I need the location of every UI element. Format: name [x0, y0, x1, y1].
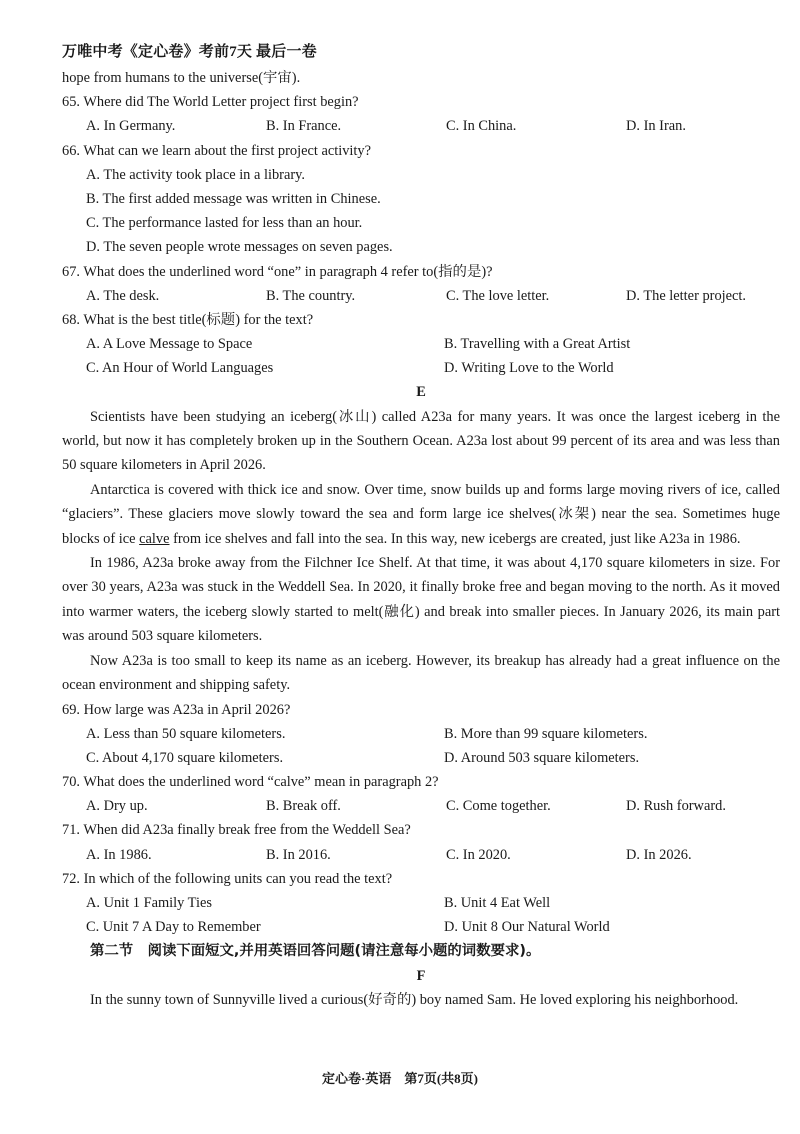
- option-b: B. Unit 4 Eat Well: [444, 895, 551, 911]
- passage-e-paragraph-3: In 1986, A23a broke away from the Filchner Ice Shelf. At that time, it was about 4,170 square kilometers in size. For over 30 years, A23a was stuck in the Weddell Sea. In 2020, it finally broke free and began moving to the north. As it moved into warmer waters, the iceberg slowly started to melt(融化) and break into smaller pieces. In January 2026, its main part was around 503 square kilometers.: [62, 555, 780, 645]
- option-a: A. In 1986.: [86, 846, 152, 863]
- question-66-option-d: D. The seven people wrote messages on seven pages.: [86, 239, 393, 256]
- option-c: C. The love letter.: [446, 287, 550, 304]
- question-72-stem: 72. In which of the following units can you read the text?: [62, 870, 393, 887]
- question-67-options: [62, 284, 780, 308]
- option-a: A. In Germany.: [86, 118, 176, 135]
- p2-post: from ice shelves and fall into the sea. In this way, new icebergs are created, just like A23a in 1986.: [169, 530, 741, 547]
- option-c: C. In China.: [446, 118, 517, 135]
- question-66-stem: 66. What can we learn about the first project activity?: [62, 142, 372, 159]
- question-69-options-row1: [62, 722, 780, 746]
- question-66-option-b: B. The first added message was written in Chinese.: [86, 190, 381, 207]
- option-b: B. More than 99 square kilometers.: [444, 725, 648, 742]
- question-67-stem: [62, 260, 780, 284]
- option-c: C. An Hour of World Languages: [86, 360, 274, 377]
- lead-line: hope from humans to the universe(宇宙).: [62, 70, 301, 86]
- question-72-options-row2: [62, 915, 780, 939]
- question-71-options: [62, 843, 780, 867]
- passage-e-paragraph-2: [62, 478, 780, 551]
- option-c: C. Come together.: [446, 798, 551, 815]
- page-footer: 定心卷·英语 第7页(共8页): [322, 1071, 478, 1086]
- option-b: B. In France.: [266, 118, 342, 135]
- option-a: A. A Love Message to Space: [86, 336, 253, 353]
- option-a: A. Less than 50 square kilometers.: [86, 725, 286, 742]
- option-b: B. Travelling with a Great Artist: [444, 336, 631, 353]
- question-68-stem: 68. What is the best title(标题) for the text?: [62, 311, 314, 328]
- passage-e-paragraph-4: Now A23a is too small to keep its name as an iceberg. However, its breakup has already had a great influence on the ocean environment and shipping safety.: [62, 652, 780, 694]
- q67-stem-pre: 67. What does the underlined word “: [62, 263, 274, 280]
- section-2-title: 第二节 阅读下面短文,并用英语回答问题(请注意每小题的词数要求)。: [90, 943, 541, 960]
- underlined-word-calve: calve: [139, 530, 170, 547]
- page-content: [62, 66, 780, 1012]
- option-c: C. Unit 7 A Day to Remember: [86, 919, 261, 936]
- passage-f-paragraph-1: In the sunny town of Sunnyville lived a curious(好奇的) boy named Sam. He loved exploring his neighborhood.: [90, 991, 739, 1008]
- option-a: A. The desk.: [86, 287, 160, 304]
- option-d: D. In 2026.: [626, 846, 692, 863]
- question-70-options: [62, 794, 780, 818]
- option-d: D. Around 503 square kilometers.: [444, 749, 640, 766]
- q67-stem-post: ” in paragraph 4 refer to(指的是)?: [294, 263, 493, 280]
- passage-e-paragraph-1: Scientists have been studying an iceberg(冰山) called A23a for many years. It was once the largest iceberg in the world, but now it has completely broken up in the Southern Ocean. A23a lost about 99 percent of its area and was less than 50 square kilometers in April 2026.: [62, 408, 780, 474]
- question-72-options-row1: [62, 891, 780, 915]
- option-c: C. About 4,170 square kilometers.: [86, 749, 284, 766]
- question-65-stem: 65. Where did The World Letter project first begin?: [62, 94, 359, 111]
- question-65-options: [62, 114, 780, 138]
- p2-pre: Antarctica is covered with thick ice and snow. Over time, snow builds up and forms large moving rivers of ice, called “glaciers”. These glaciers move slowly toward the sea and form large ice shelves(冰架) near the sea. Sometimes huge blocks of ice: [62, 481, 780, 547]
- option-d: D. In Iran.: [626, 118, 686, 135]
- option-a: A. Unit 1 Family Ties: [86, 895, 212, 911]
- q67-stem-word: one: [273, 263, 295, 280]
- question-66-option-c: C. The performance lasted for less than an hour.: [86, 215, 363, 232]
- question-70-stem: 70. What does the underlined word “calve” mean in paragraph 2?: [62, 774, 439, 791]
- page-header: 万唯中考《定心卷》考前7天 最后一卷: [62, 44, 317, 60]
- question-68-options-row1: [62, 332, 780, 356]
- question-68-options-row2: [62, 356, 780, 380]
- question-66-option-a: A. The activity took place in a library.: [86, 166, 305, 183]
- question-69-options-row2: [62, 746, 780, 770]
- section-f-heading: F: [416, 967, 426, 984]
- option-c: C. In 2020.: [446, 846, 511, 863]
- option-d: D. The letter project.: [626, 287, 747, 304]
- option-d: D. Writing Love to the World: [444, 360, 614, 377]
- option-b: B. Break off.: [266, 798, 341, 815]
- question-71-stem: 71. When did A23a finally break free from the Weddell Sea?: [62, 822, 411, 839]
- option-d: D. Unit 8 Our Natural World: [444, 919, 610, 936]
- option-b: B. In 2016.: [266, 846, 331, 863]
- question-69-stem: 69. How large was A23a in April 2026?: [62, 701, 291, 718]
- option-a: A. Dry up.: [86, 798, 148, 815]
- option-b: B. The country.: [266, 287, 356, 304]
- option-d: D. Rush forward.: [626, 798, 726, 815]
- section-e-heading: E: [416, 384, 426, 401]
